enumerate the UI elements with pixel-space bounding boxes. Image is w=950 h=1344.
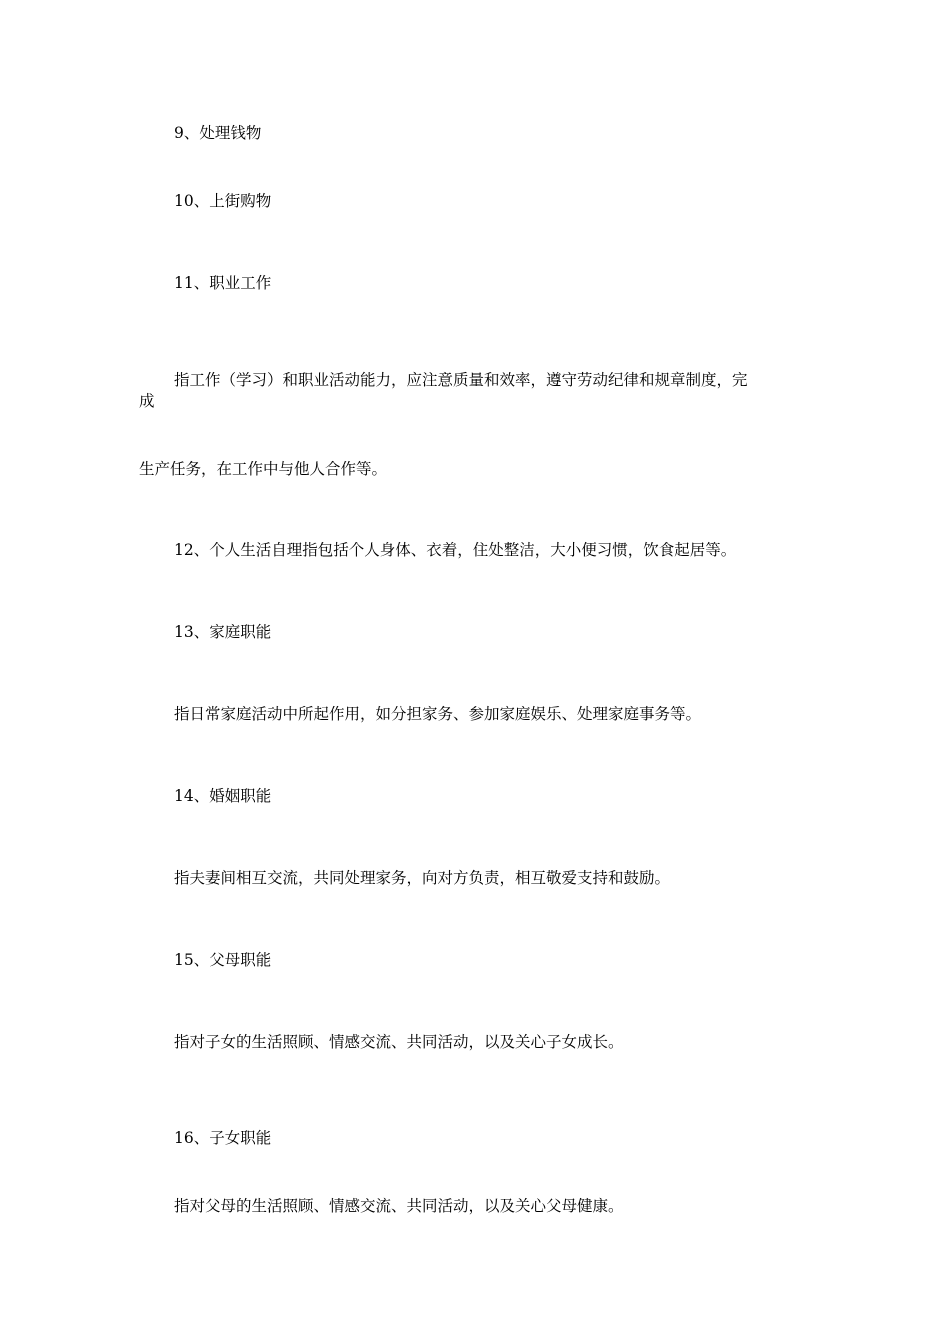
item-16-description: 指对父母的生活照顾、情感交流、共同活动，以及关心父母健康。	[174, 1197, 624, 1215]
item-11-description-line-2: 成	[139, 392, 155, 410]
item-12-paragraph: 12、个人生活自理指包括个人身体、衣着，住处整洁，大小便习惯，饮食起居等。	[174, 541, 737, 559]
item-16-heading: 16、子女职能	[174, 1129, 272, 1147]
item-9-heading: 9、处理钱物	[174, 124, 262, 142]
item-15-heading: 15、父母职能	[174, 951, 272, 969]
item-13-description: 指日常家庭活动中所起作用，如分担家务、参加家庭娱乐、处理家庭事务等。	[174, 705, 702, 723]
item-10-heading: 10、上街购物	[174, 192, 272, 210]
item-15-description: 指对子女的生活照顾、情感交流、共同活动，以及关心子女成长。	[174, 1033, 624, 1051]
item-13-heading: 13、家庭职能	[174, 623, 272, 641]
item-14-description: 指夫妻间相互交流，共同处理家务，向对方负责，相互敬爱支持和鼓励。	[174, 869, 671, 887]
item-11-heading: 11、职业工作	[174, 274, 272, 292]
item-14-heading: 14、婚姻职能	[174, 787, 272, 805]
item-11-description-line-1: 指工作（学习）和职业活动能力，应注意质量和效率，遵守劳动纪律和规章制度，完	[174, 371, 748, 389]
item-11-description-line-3: 生产任务，在工作中与他人合作等。	[139, 460, 388, 478]
